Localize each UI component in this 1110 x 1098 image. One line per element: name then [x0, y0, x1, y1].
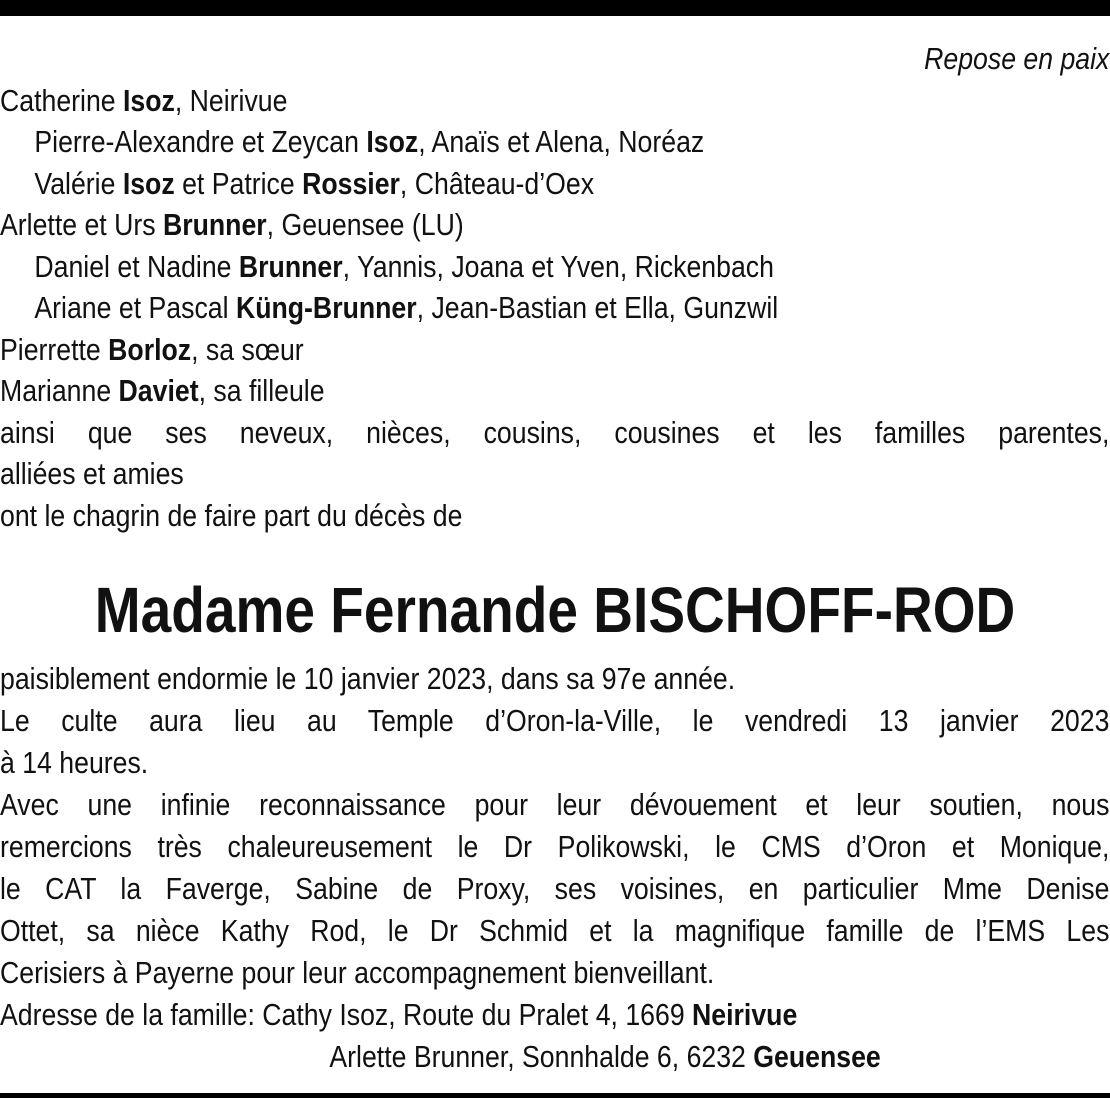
- body-line: Le culte aura lieu au Temple d’Oron-la-Ville, le vendredi 13 janvier 2023: [0, 703, 1110, 738]
- family-line: Daniel et Nadine Brunner, Yannis, Joana et Yven, Rickenbach: [34, 248, 774, 284]
- top-rule: [0, 0, 1110, 16]
- family-address: Arlette Brunner, Sonnhalde 6, 6232 Geuensee: [329, 1039, 881, 1074]
- family-line: Pierre-Alexandre et Zeycan Isoz, Anaïs et Alena, Noréaz: [34, 124, 705, 159]
- family-address: Adresse de la famille: Cathy Isoz, Route du Pralet 4, 1669 Neirivue: [0, 997, 798, 1032]
- deceased-name: Madame Fernande BISCHOFF-ROD: [94, 574, 1016, 646]
- relatives-line: alliées et amies: [0, 456, 184, 491]
- announcement: ont le chagrin de faire part du décès de: [0, 497, 463, 533]
- body-line: remercions très chaleureusement le Dr Polikowski, le CMS d’Oron et Monique,: [0, 829, 1110, 864]
- family-line: Arlette et Urs Brunner, Geuensee (LU): [0, 207, 464, 242]
- body-line: le CAT la Faverge, Sabine de Proxy, ses voisines, en particulier Mme Denise: [0, 871, 1110, 906]
- family-line: Marianne Daviet, sa filleule: [0, 373, 325, 408]
- family-line: Catherine Isoz, Neirivue: [0, 82, 288, 118]
- body-line: à 14 heures.: [0, 745, 149, 780]
- body-line: paisiblement endormie le 10 janvier 2023, dans sa 97e année.: [0, 661, 736, 696]
- notice-body: [0, 658, 1109, 1078]
- body-line: Avec une infinie reconnaissance pour leur dévouement et leur soutien, nous: [0, 787, 1110, 822]
- relatives-line: ainsi que ses neveux, nièces, cousins, cousines et les familles parentes,: [0, 414, 1110, 450]
- bottom-rule: [0, 1093, 1110, 1098]
- motto: Repose en paix: [924, 41, 1110, 76]
- notice-header: [0, 38, 1109, 536]
- family-line: Valérie Isoz et Patrice Rossier, Château-d’Oex: [34, 165, 595, 201]
- family-line: Pierrette Borloz, sa sœur: [0, 331, 304, 367]
- body-line: Cerisiers à Payerne pour leur accompagnement bienveillant.: [0, 955, 715, 990]
- body-line: Ottet, sa nièce Kathy Rod, le Dr Schmid et la magnifique famille de l’EMS Les: [0, 913, 1110, 948]
- family-line: Ariane et Pascal Küng-Brunner, Jean-Bastian et Ella, Gunzwil: [34, 290, 779, 325]
